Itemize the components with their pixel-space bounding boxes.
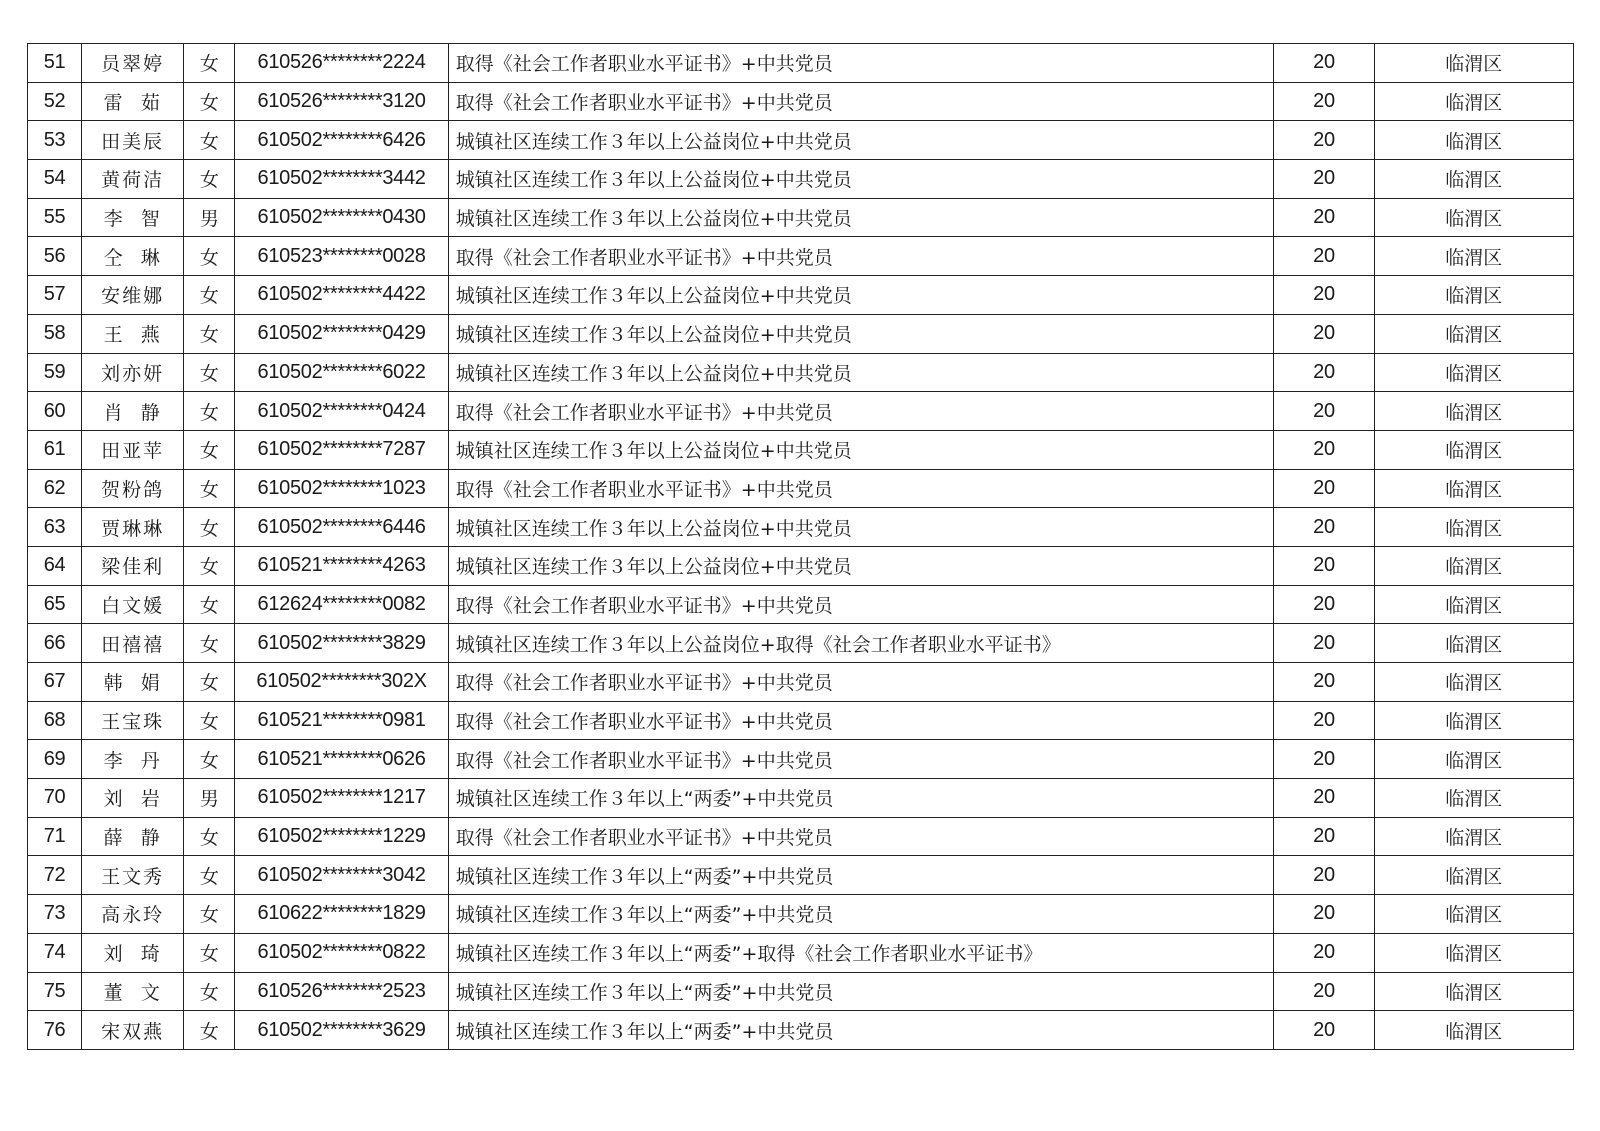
district-cell: 临渭区 <box>1374 237 1573 276</box>
condition-cell: 城镇社区连续工作３年以上公益岗位+中共党员 <box>448 160 1274 199</box>
score-cell: 20 <box>1274 624 1374 663</box>
district-cell: 临渭区 <box>1374 508 1573 547</box>
district-cell: 临渭区 <box>1374 469 1573 508</box>
score-cell: 20 <box>1274 353 1374 392</box>
score-cell: 20 <box>1274 392 1374 431</box>
district-cell: 临渭区 <box>1374 314 1573 353</box>
district-cell: 临渭区 <box>1374 740 1573 779</box>
condition-cell: 取得《社会工作者职业水平证书》+中共党员 <box>448 701 1274 740</box>
score-cell: 20 <box>1274 82 1374 121</box>
serial-number-cell: 52 <box>28 82 82 121</box>
serial-number-cell: 68 <box>28 701 82 740</box>
name-text: 田美辰 <box>101 130 165 153</box>
district-cell: 临渭区 <box>1374 585 1573 624</box>
id-number-cell: 610526********2523 <box>235 972 448 1011</box>
condition-cell: 城镇社区连续工作３年以上“两委”+中共党员 <box>448 779 1274 818</box>
condition-cell: 城镇社区连续工作３年以上“两委”+中共党员 <box>448 972 1274 1011</box>
applicant-table <box>27 43 1574 1050</box>
condition-cell: 取得《社会工作者职业水平证书》+中共党员 <box>448 585 1274 624</box>
serial-number-cell: 72 <box>28 856 82 895</box>
score-cell: 20 <box>1274 972 1374 1011</box>
name-cell <box>82 237 184 276</box>
score-cell: 20 <box>1274 237 1374 276</box>
serial-number-cell: 64 <box>28 546 82 585</box>
score-cell: 20 <box>1274 198 1374 237</box>
score-cell: 20 <box>1274 508 1374 547</box>
name-text: 韩 娟 <box>103 672 162 695</box>
gender-cell: 女 <box>184 740 235 779</box>
name-cell <box>82 392 184 431</box>
score-cell: 20 <box>1274 779 1374 818</box>
id-number-cell: 610502********4422 <box>235 276 448 315</box>
name-cell <box>82 933 184 972</box>
name-text: 仝 琳 <box>103 246 162 269</box>
table-row <box>28 933 1574 972</box>
id-number-cell: 610502********302X <box>235 663 448 702</box>
gender-cell: 女 <box>184 933 235 972</box>
table-row <box>28 856 1574 895</box>
serial-number-cell: 76 <box>28 1011 82 1050</box>
id-number-cell: 610526********2224 <box>235 44 448 83</box>
name-cell <box>82 353 184 392</box>
table-row <box>28 624 1574 663</box>
gender-cell: 女 <box>184 585 235 624</box>
condition-cell: 城镇社区连续工作３年以上“两委”+中共党员 <box>448 895 1274 934</box>
name-text: 雷 茹 <box>103 92 162 115</box>
name-cell <box>82 82 184 121</box>
serial-number-cell: 67 <box>28 663 82 702</box>
condition-cell: 城镇社区连续工作３年以上公益岗位+中共党员 <box>448 198 1274 237</box>
table-row <box>28 353 1574 392</box>
table-row <box>28 972 1574 1011</box>
name-cell <box>82 972 184 1011</box>
serial-number-cell: 60 <box>28 392 82 431</box>
name-cell <box>82 779 184 818</box>
district-cell: 临渭区 <box>1374 121 1573 160</box>
name-cell <box>82 160 184 199</box>
id-number-cell: 610523********0028 <box>235 237 448 276</box>
district-cell: 临渭区 <box>1374 895 1573 934</box>
table-row <box>28 82 1574 121</box>
condition-cell: 取得《社会工作者职业水平证书》+中共党员 <box>448 663 1274 702</box>
gender-cell: 女 <box>184 895 235 934</box>
name-text: 田禧禧 <box>101 633 165 656</box>
district-cell: 临渭区 <box>1374 276 1573 315</box>
name-cell <box>82 44 184 83</box>
id-number-cell: 610502********0424 <box>235 392 448 431</box>
table-row <box>28 314 1574 353</box>
serial-number-cell: 74 <box>28 933 82 972</box>
gender-cell: 女 <box>184 508 235 547</box>
name-cell <box>82 1011 184 1050</box>
condition-cell: 城镇社区连续工作３年以上“两委”+取得《社会工作者职业水平证书》 <box>448 933 1274 972</box>
id-number-cell: 610502********1023 <box>235 469 448 508</box>
name-text: 薛 静 <box>103 827 162 850</box>
gender-cell: 女 <box>184 237 235 276</box>
condition-cell: 城镇社区连续工作３年以上“两委”+中共党员 <box>448 856 1274 895</box>
gender-cell: 女 <box>184 1011 235 1050</box>
id-number-cell: 612624********0082 <box>235 585 448 624</box>
name-cell <box>82 740 184 779</box>
gender-cell: 女 <box>184 82 235 121</box>
table-row <box>28 585 1574 624</box>
gender-cell: 女 <box>184 44 235 83</box>
gender-cell: 女 <box>184 624 235 663</box>
district-cell: 临渭区 <box>1374 663 1573 702</box>
id-number-cell: 610502********0430 <box>235 198 448 237</box>
name-cell <box>82 314 184 353</box>
condition-cell: 取得《社会工作者职业水平证书》+中共党员 <box>448 237 1274 276</box>
condition-cell: 取得《社会工作者职业水平证书》+中共党员 <box>448 44 1274 83</box>
serial-number-cell: 51 <box>28 44 82 83</box>
table-row <box>28 392 1574 431</box>
gender-cell: 女 <box>184 856 235 895</box>
table-row <box>28 44 1574 83</box>
table-row <box>28 160 1574 199</box>
table-row <box>28 895 1574 934</box>
name-cell <box>82 276 184 315</box>
name-cell <box>82 895 184 934</box>
table-row <box>28 276 1574 315</box>
gender-cell: 女 <box>184 701 235 740</box>
serial-number-cell: 70 <box>28 779 82 818</box>
name-text: 田亚苹 <box>101 440 165 463</box>
id-number-cell: 610521********0981 <box>235 701 448 740</box>
district-cell: 临渭区 <box>1374 430 1573 469</box>
id-number-cell: 610622********1829 <box>235 895 448 934</box>
gender-cell: 女 <box>184 276 235 315</box>
score-cell: 20 <box>1274 121 1374 160</box>
condition-cell: 城镇社区连续工作３年以上公益岗位+中共党员 <box>448 353 1274 392</box>
name-cell <box>82 663 184 702</box>
name-text: 肖 静 <box>103 401 162 424</box>
table-row <box>28 121 1574 160</box>
table-row <box>28 198 1574 237</box>
gender-cell: 女 <box>184 353 235 392</box>
id-number-cell: 610521********0626 <box>235 740 448 779</box>
district-cell: 临渭区 <box>1374 546 1573 585</box>
name-text: 王 燕 <box>103 324 162 347</box>
score-cell: 20 <box>1274 701 1374 740</box>
condition-cell: 取得《社会工作者职业水平证书》+中共党员 <box>448 817 1274 856</box>
name-text: 贾琳琳 <box>101 517 165 540</box>
name-text: 王宝珠 <box>101 711 165 734</box>
gender-cell: 女 <box>184 430 235 469</box>
serial-number-cell: 65 <box>28 585 82 624</box>
name-cell <box>82 508 184 547</box>
gender-cell: 女 <box>184 469 235 508</box>
id-number-cell: 610502********7287 <box>235 430 448 469</box>
table-row <box>28 508 1574 547</box>
condition-cell: 城镇社区连续工作３年以上公益岗位+中共党员 <box>448 508 1274 547</box>
id-number-cell: 610502********0822 <box>235 933 448 972</box>
serial-number-cell: 57 <box>28 276 82 315</box>
district-cell: 临渭区 <box>1374 353 1573 392</box>
id-number-cell: 610502********3042 <box>235 856 448 895</box>
district-cell: 临渭区 <box>1374 817 1573 856</box>
district-cell: 临渭区 <box>1374 856 1573 895</box>
name-text: 贺粉鸽 <box>101 478 165 501</box>
id-number-cell: 610502********0429 <box>235 314 448 353</box>
document-page <box>27 43 1574 1050</box>
name-cell <box>82 469 184 508</box>
score-cell: 20 <box>1274 817 1374 856</box>
score-cell: 20 <box>1274 856 1374 895</box>
id-number-cell: 610502********6426 <box>235 121 448 160</box>
table-row <box>28 740 1574 779</box>
score-cell: 20 <box>1274 1011 1374 1050</box>
condition-cell: 城镇社区连续工作３年以上公益岗位+中共党员 <box>448 314 1274 353</box>
gender-cell: 女 <box>184 663 235 702</box>
name-text: 宋双燕 <box>101 1020 165 1043</box>
serial-number-cell: 75 <box>28 972 82 1011</box>
serial-number-cell: 62 <box>28 469 82 508</box>
id-number-cell: 610502********3629 <box>235 1011 448 1050</box>
score-cell: 20 <box>1274 276 1374 315</box>
district-cell: 临渭区 <box>1374 624 1573 663</box>
condition-cell: 城镇社区连续工作３年以上“两委”+中共党员 <box>448 1011 1274 1050</box>
name-text: 刘亦妍 <box>101 362 165 385</box>
serial-number-cell: 71 <box>28 817 82 856</box>
score-cell: 20 <box>1274 314 1374 353</box>
table-row <box>28 430 1574 469</box>
name-cell <box>82 430 184 469</box>
score-cell: 20 <box>1274 663 1374 702</box>
serial-number-cell: 61 <box>28 430 82 469</box>
name-cell <box>82 817 184 856</box>
district-cell: 临渭区 <box>1374 933 1573 972</box>
gender-cell: 女 <box>184 121 235 160</box>
id-number-cell: 610526********3120 <box>235 82 448 121</box>
district-cell: 临渭区 <box>1374 82 1573 121</box>
score-cell: 20 <box>1274 933 1374 972</box>
id-number-cell: 610502********6022 <box>235 353 448 392</box>
id-number-cell: 610521********4263 <box>235 546 448 585</box>
name-text: 黄荷洁 <box>101 169 165 192</box>
district-cell: 临渭区 <box>1374 1011 1573 1050</box>
name-cell <box>82 198 184 237</box>
condition-cell: 取得《社会工作者职业水平证书》+中共党员 <box>448 82 1274 121</box>
id-number-cell: 610502********1229 <box>235 817 448 856</box>
id-number-cell: 610502********6446 <box>235 508 448 547</box>
gender-cell: 女 <box>184 972 235 1011</box>
serial-number-cell: 59 <box>28 353 82 392</box>
table-row <box>28 469 1574 508</box>
name-text: 高永玲 <box>101 904 165 927</box>
name-text: 董 文 <box>103 981 162 1004</box>
name-text: 梁佳利 <box>101 556 165 579</box>
gender-cell: 男 <box>184 779 235 818</box>
serial-number-cell: 55 <box>28 198 82 237</box>
score-cell: 20 <box>1274 430 1374 469</box>
score-cell: 20 <box>1274 469 1374 508</box>
condition-cell: 城镇社区连续工作３年以上公益岗位+中共党员 <box>448 546 1274 585</box>
gender-cell: 女 <box>184 817 235 856</box>
condition-cell: 城镇社区连续工作３年以上公益岗位+中共党员 <box>448 121 1274 160</box>
name-text: 李 智 <box>103 208 162 231</box>
name-text: 刘 琦 <box>103 943 162 966</box>
name-cell <box>82 121 184 160</box>
gender-cell: 男 <box>184 198 235 237</box>
score-cell: 20 <box>1274 160 1374 199</box>
score-cell: 20 <box>1274 740 1374 779</box>
table-row <box>28 237 1574 276</box>
score-cell: 20 <box>1274 44 1374 83</box>
district-cell: 临渭区 <box>1374 160 1573 199</box>
name-text: 王文秀 <box>101 865 165 888</box>
gender-cell: 女 <box>184 314 235 353</box>
serial-number-cell: 56 <box>28 237 82 276</box>
serial-number-cell: 73 <box>28 895 82 934</box>
condition-cell: 取得《社会工作者职业水平证书》+中共党员 <box>448 469 1274 508</box>
id-number-cell: 610502********1217 <box>235 779 448 818</box>
condition-cell: 城镇社区连续工作３年以上公益岗位+中共党员 <box>448 276 1274 315</box>
condition-cell: 城镇社区连续工作３年以上公益岗位+中共党员 <box>448 430 1274 469</box>
table-row <box>28 663 1574 702</box>
name-cell <box>82 585 184 624</box>
table-row <box>28 546 1574 585</box>
serial-number-cell: 69 <box>28 740 82 779</box>
score-cell: 20 <box>1274 895 1374 934</box>
condition-cell: 取得《社会工作者职业水平证书》+中共党员 <box>448 392 1274 431</box>
district-cell: 临渭区 <box>1374 701 1573 740</box>
serial-number-cell: 53 <box>28 121 82 160</box>
district-cell: 临渭区 <box>1374 779 1573 818</box>
name-text: 员翠婷 <box>101 53 165 76</box>
name-text: 刘 岩 <box>103 788 162 811</box>
table-row <box>28 817 1574 856</box>
score-cell: 20 <box>1274 546 1374 585</box>
condition-cell: 城镇社区连续工作３年以上公益岗位+取得《社会工作者职业水平证书》 <box>448 624 1274 663</box>
table-row <box>28 779 1574 818</box>
district-cell: 临渭区 <box>1374 198 1573 237</box>
name-cell <box>82 624 184 663</box>
gender-cell: 女 <box>184 392 235 431</box>
name-cell <box>82 701 184 740</box>
district-cell: 临渭区 <box>1374 972 1573 1011</box>
name-cell <box>82 856 184 895</box>
serial-number-cell: 63 <box>28 508 82 547</box>
id-number-cell: 610502********3442 <box>235 160 448 199</box>
serial-number-cell: 58 <box>28 314 82 353</box>
district-cell: 临渭区 <box>1374 392 1573 431</box>
name-text: 安维娜 <box>101 285 165 308</box>
score-cell: 20 <box>1274 585 1374 624</box>
condition-cell: 取得《社会工作者职业水平证书》+中共党员 <box>448 740 1274 779</box>
table-row <box>28 1011 1574 1050</box>
district-cell: 临渭区 <box>1374 44 1573 83</box>
name-text: 白文媛 <box>101 594 165 617</box>
name-text: 李 丹 <box>103 749 162 772</box>
table-body <box>28 44 1574 1050</box>
serial-number-cell: 66 <box>28 624 82 663</box>
id-number-cell: 610502********3829 <box>235 624 448 663</box>
gender-cell: 女 <box>184 546 235 585</box>
table-row <box>28 701 1574 740</box>
serial-number-cell: 54 <box>28 160 82 199</box>
name-cell <box>82 546 184 585</box>
gender-cell: 女 <box>184 160 235 199</box>
